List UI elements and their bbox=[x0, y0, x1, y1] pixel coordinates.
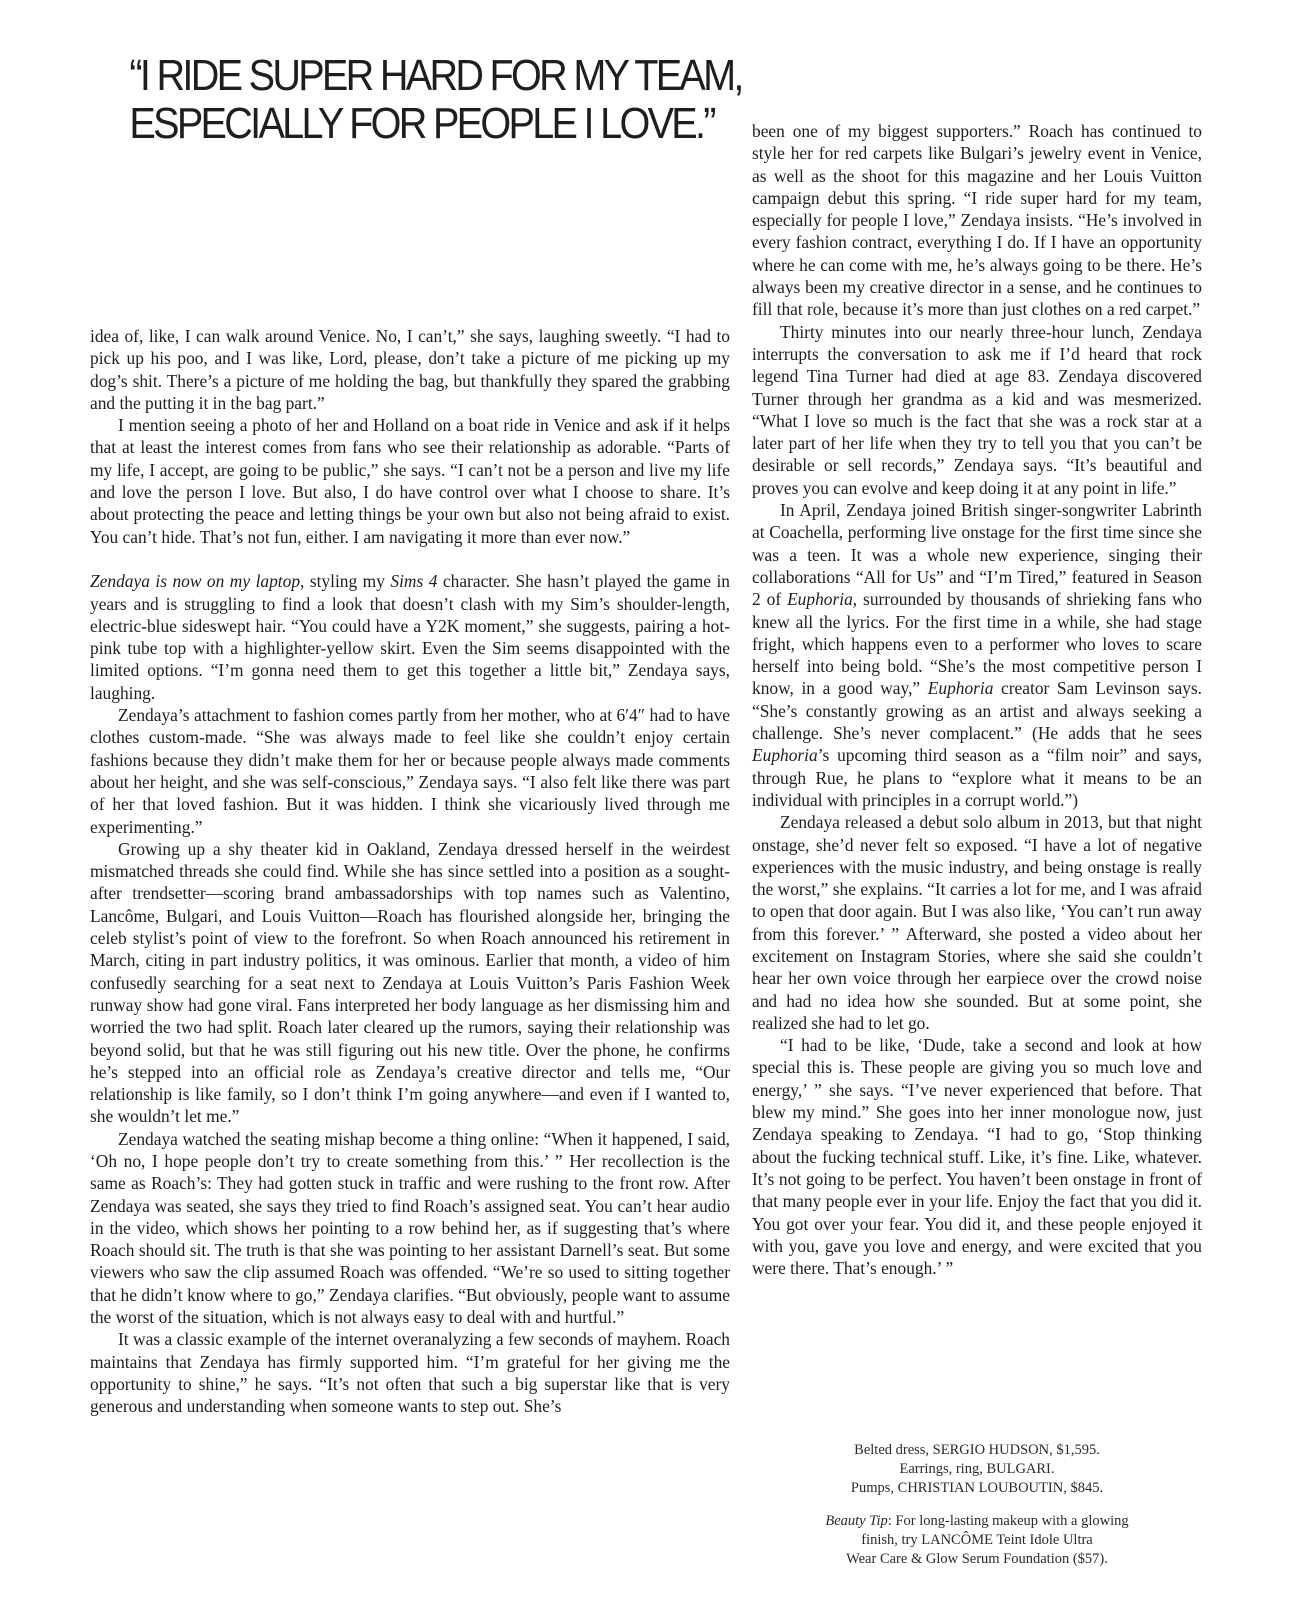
body-paragraph: I mention seeing a photo of her and Holland on a boat ride in Venice and ask if it helps that at least the interest comes from fans who see their relationship as adorable. “Parts of my life, I accept, are going to be public,” she says. “I can’t not be a person and live my life and love the person I love. But also, I do have control over what I choose to share. It’s about protecting the peace and letting things be your own but also not being afraid to exist. You can’t hide. That’s not fun, either. I am navigating it more than ever now.” bbox=[90, 415, 730, 547]
fashion-credits bbox=[762, 1441, 1192, 1498]
beauty-tip-line: Beauty Tip: For long-lasting makeup with a glowing bbox=[825, 1513, 1129, 1529]
body-paragraph: been one of my biggest supporters.” Roach has continued to style her for red carpets like Bulgari’s jewelry event in Venice, as well as the shoot for this magazine and her Louis Vuitton campaign debut this spring. “I ride super hard for my team, especially for people I love,” Zendaya insists. “He’s involved in every fashion contract, everything I do. If I have an opportunity where he can come with me, he’s always going to be there. He’s always been my creative director in a sense, and he continues to fill that role, because it’s more than just clothes on a red carpet.” bbox=[752, 121, 1202, 320]
pull-quote bbox=[129, 51, 742, 148]
pull-quote-line-2: ESPECIALLY FOR PEOPLE I LOVE.” bbox=[129, 99, 714, 148]
credit-line: Pumps, CHRISTIAN LOUBOUTIN, $845. bbox=[850, 1480, 1104, 1496]
body-paragraph: It was a classic example of the internet overanalyzing a few seconds of mayhem. Roach maintains that Zendaya has firmly supported him. “I’m grateful for her giving me the opportunity to shine,” he says. “It’s not often that such a big superstar like that is very generous and understanding when someone wants to step out. She’s bbox=[90, 1329, 730, 1417]
credit-line: Belted dress, SERGIO HUDSON, $1,595. bbox=[854, 1442, 1100, 1458]
body-paragraph: Growing up a shy theater kid in Oakland, Zendaya dressed herself in the weirdest mismatched threads she could find. While she has since settled into a position as a sought-after trendsetter—scoring brand ambassadorships with top names such as Valentino, Lancôme, Bulgari, and Louis Vuitton—Roach has flourished alongside her, bringing the celeb stylist’s point of view to the forefront. So when Roach announced his retirement in March, citing in part industry politics, it was ominous. Earlier that month, a video of him confusedly searching for a seat next to Zendaya at Louis Vuitton’s Paris Fashion Week runway show had gone viral. Fans interpreted her body language as her dismissing him and worried the two had split. Roach later cleared up the rumors, saying their relationship was beyond solid, but that he was still figuring out his new title. Over the phone, he confirms he’s stepped into an official role as Zendaya’s creative director and tells me, “Our relationship is like family, so I don’t think I’m going anywhere—and even if I wanted to, she wouldn’t let me.” bbox=[90, 838, 730, 1127]
beauty-tip-line: finish, try LANCÔME Teint Idole Ultra bbox=[861, 1532, 1093, 1548]
body-paragraph: Zendaya watched the seating mishap become a thing online: “When it happened, I said, ‘Oh no, I hope people don’t try to create something from this.’ ” Her recollection is the same as Roach’s: They had gotten stuck in traffic and were rushing to the front row. After Zendaya was seated, she says they tried to find Roach’s assigned seat. You can’t hear audio in the video, which shows her pointing to a row behind her, as if suggesting that’s where Roach should sit. The truth is that she was pointing to her assistant Darnell’s seat. But some viewers who saw the clip assumed Roach was offended. “We’re so used to sitting together that he didn’t know where to go,” Zendaya clarifies. “But obviously, people want to assume the worst of the situation, which is not always easy to deal with and hurtful.” bbox=[90, 1128, 730, 1328]
show-title: Euphoria bbox=[752, 745, 818, 766]
pull-quote-line-1: “I RIDE SUPER HARD FOR MY TEAM, bbox=[129, 51, 742, 100]
body-paragraph: Zendaya’s attachment to fashion comes partly from her mother, who at 6′4″ had to have clothes custom-made. “She was always made to feel like she couldn’t enjoy certain fashions because they didn’t make them for her or because people always made comments about her height, and she was self-conscious,” Zendaya says. “I also felt like there was part of her that loved fashion. But it was hidden. I think she vicariously lived through me experimenting.” bbox=[90, 705, 730, 837]
section-paragraph: Zendaya is now on my laptop, styling my Sims 4 character. She hasn’t played the game in years and is struggling to find a look that doesn’t clash with my Sim’s shoulder-length, electric-blue sideswept hair. “You could have a Y2K moment,” she suggests, pairing a hot-pink tube top with a highlighter-yellow skirt. Even the Sim seems disappointed with the limited options. “I’m gonna need them to get this together a little bit,” Zendaya says, laughing. bbox=[90, 571, 730, 703]
credit-line: Earrings, ring, BULGARI. bbox=[899, 1461, 1055, 1477]
beauty-tip-label: Beauty Tip bbox=[825, 1513, 888, 1529]
show-title: Euphoria bbox=[787, 589, 853, 610]
beauty-tip bbox=[762, 1512, 1192, 1569]
body-paragraph: Thirty minutes into our nearly three-hour lunch, Zendaya interrupts the conversation to ask me if I’d heard that rock legend Tina Turner had died at age 83. Zendaya discovered Turner through her grandma as a kid and was mesmerized. “What I love so much is the fact that she was a rock star at a later part of her life when they try to tell you that you can’t be desirable or sell records,” Zendaya says. “It’s beautiful and proves you can evolve and keep doing it at any point in life.” bbox=[752, 321, 1202, 498]
body-paragraph: Zendaya released a debut solo album in 2013, but that night onstage, she’d never felt so exposed. “I have a lot of negative experiences with the music industry, and being onstage is really the worst,” she explains. “It carries a lot for me, and I was afraid to open that door again. But I was also like, ‘You can’t run away from this forever.’ ” Afterward, she posted a video about her excitement on Instagram Stories, where she said she couldn’t hear her own voice through her earpiece over the crowd noise and had no idea how she sounded. But at some point, she realized she had to let go. bbox=[752, 812, 1202, 1033]
body-paragraph: idea of, like, I can walk around Venice. No, I can’t,” she says, laughing sweetly. “I had to pick up his poo, and I was like, Lord, please, don’t take a picture of me picking up my dog’s shit. There’s a picture of me holding the bag, but thankfully they spared the grabbing and the putting it in the bag part.” bbox=[90, 326, 730, 413]
game-title: Sims 4 bbox=[390, 571, 438, 592]
right-column bbox=[752, 120, 1202, 1279]
show-title: Euphoria bbox=[927, 678, 994, 699]
body-paragraph: “I had to be like, ‘Dude, take a second and look at how special this is. These people are giving you so much love and energy,’ ” she says. “I’ve never experienced that before. That blew my mind.” She goes into her inner monologue now, just Zendaya speaking to Zendaya. “I had to go, ‘Stop thinking about the fucking technical stuff. Like, it’s fine. Like, whatever. It’s not going to be perfect. You haven’t been onstage in front of that many people ever in your life. Enjoy the fact that you did it. You got over your fear. You did it, and these people enjoyed it with you, gave you love and energy, and were excited that you were there. That’s enough.’ ” bbox=[752, 1035, 1202, 1279]
beauty-tip-line: Wear Care & Glow Serum Foundation ($57). bbox=[846, 1551, 1108, 1567]
left-column bbox=[90, 325, 730, 1418]
body-paragraph: In April, Zendaya joined British singer-songwriter Labrinth at Coachella, performing live onstage for the first time since she was a teen. It was a whole new experience, singing their collaborations “All for Us” and “I’m Tired,” featured in Season 2 of Euphoria, surrounded by thousands of shrieking fans who knew all the lyrics. For the first time in a while, she had stage fright, which happens even to a performer who loves to scare herself into being bold. “She’s the most competitive person I know, in a good way,” Euphoria creator Sam Levinson says. “She’s constantly growing as an artist and always seeking a challenge. She’s never complacent.” (He adds that he sees Euphoria’s upcoming third season as a “film noir” and says, through Rue, he plans to “explore what it means to be an individual with principles in a corrupt world.”) bbox=[752, 500, 1203, 810]
section-lead-in: Zendaya is now on my laptop bbox=[90, 571, 301, 592]
